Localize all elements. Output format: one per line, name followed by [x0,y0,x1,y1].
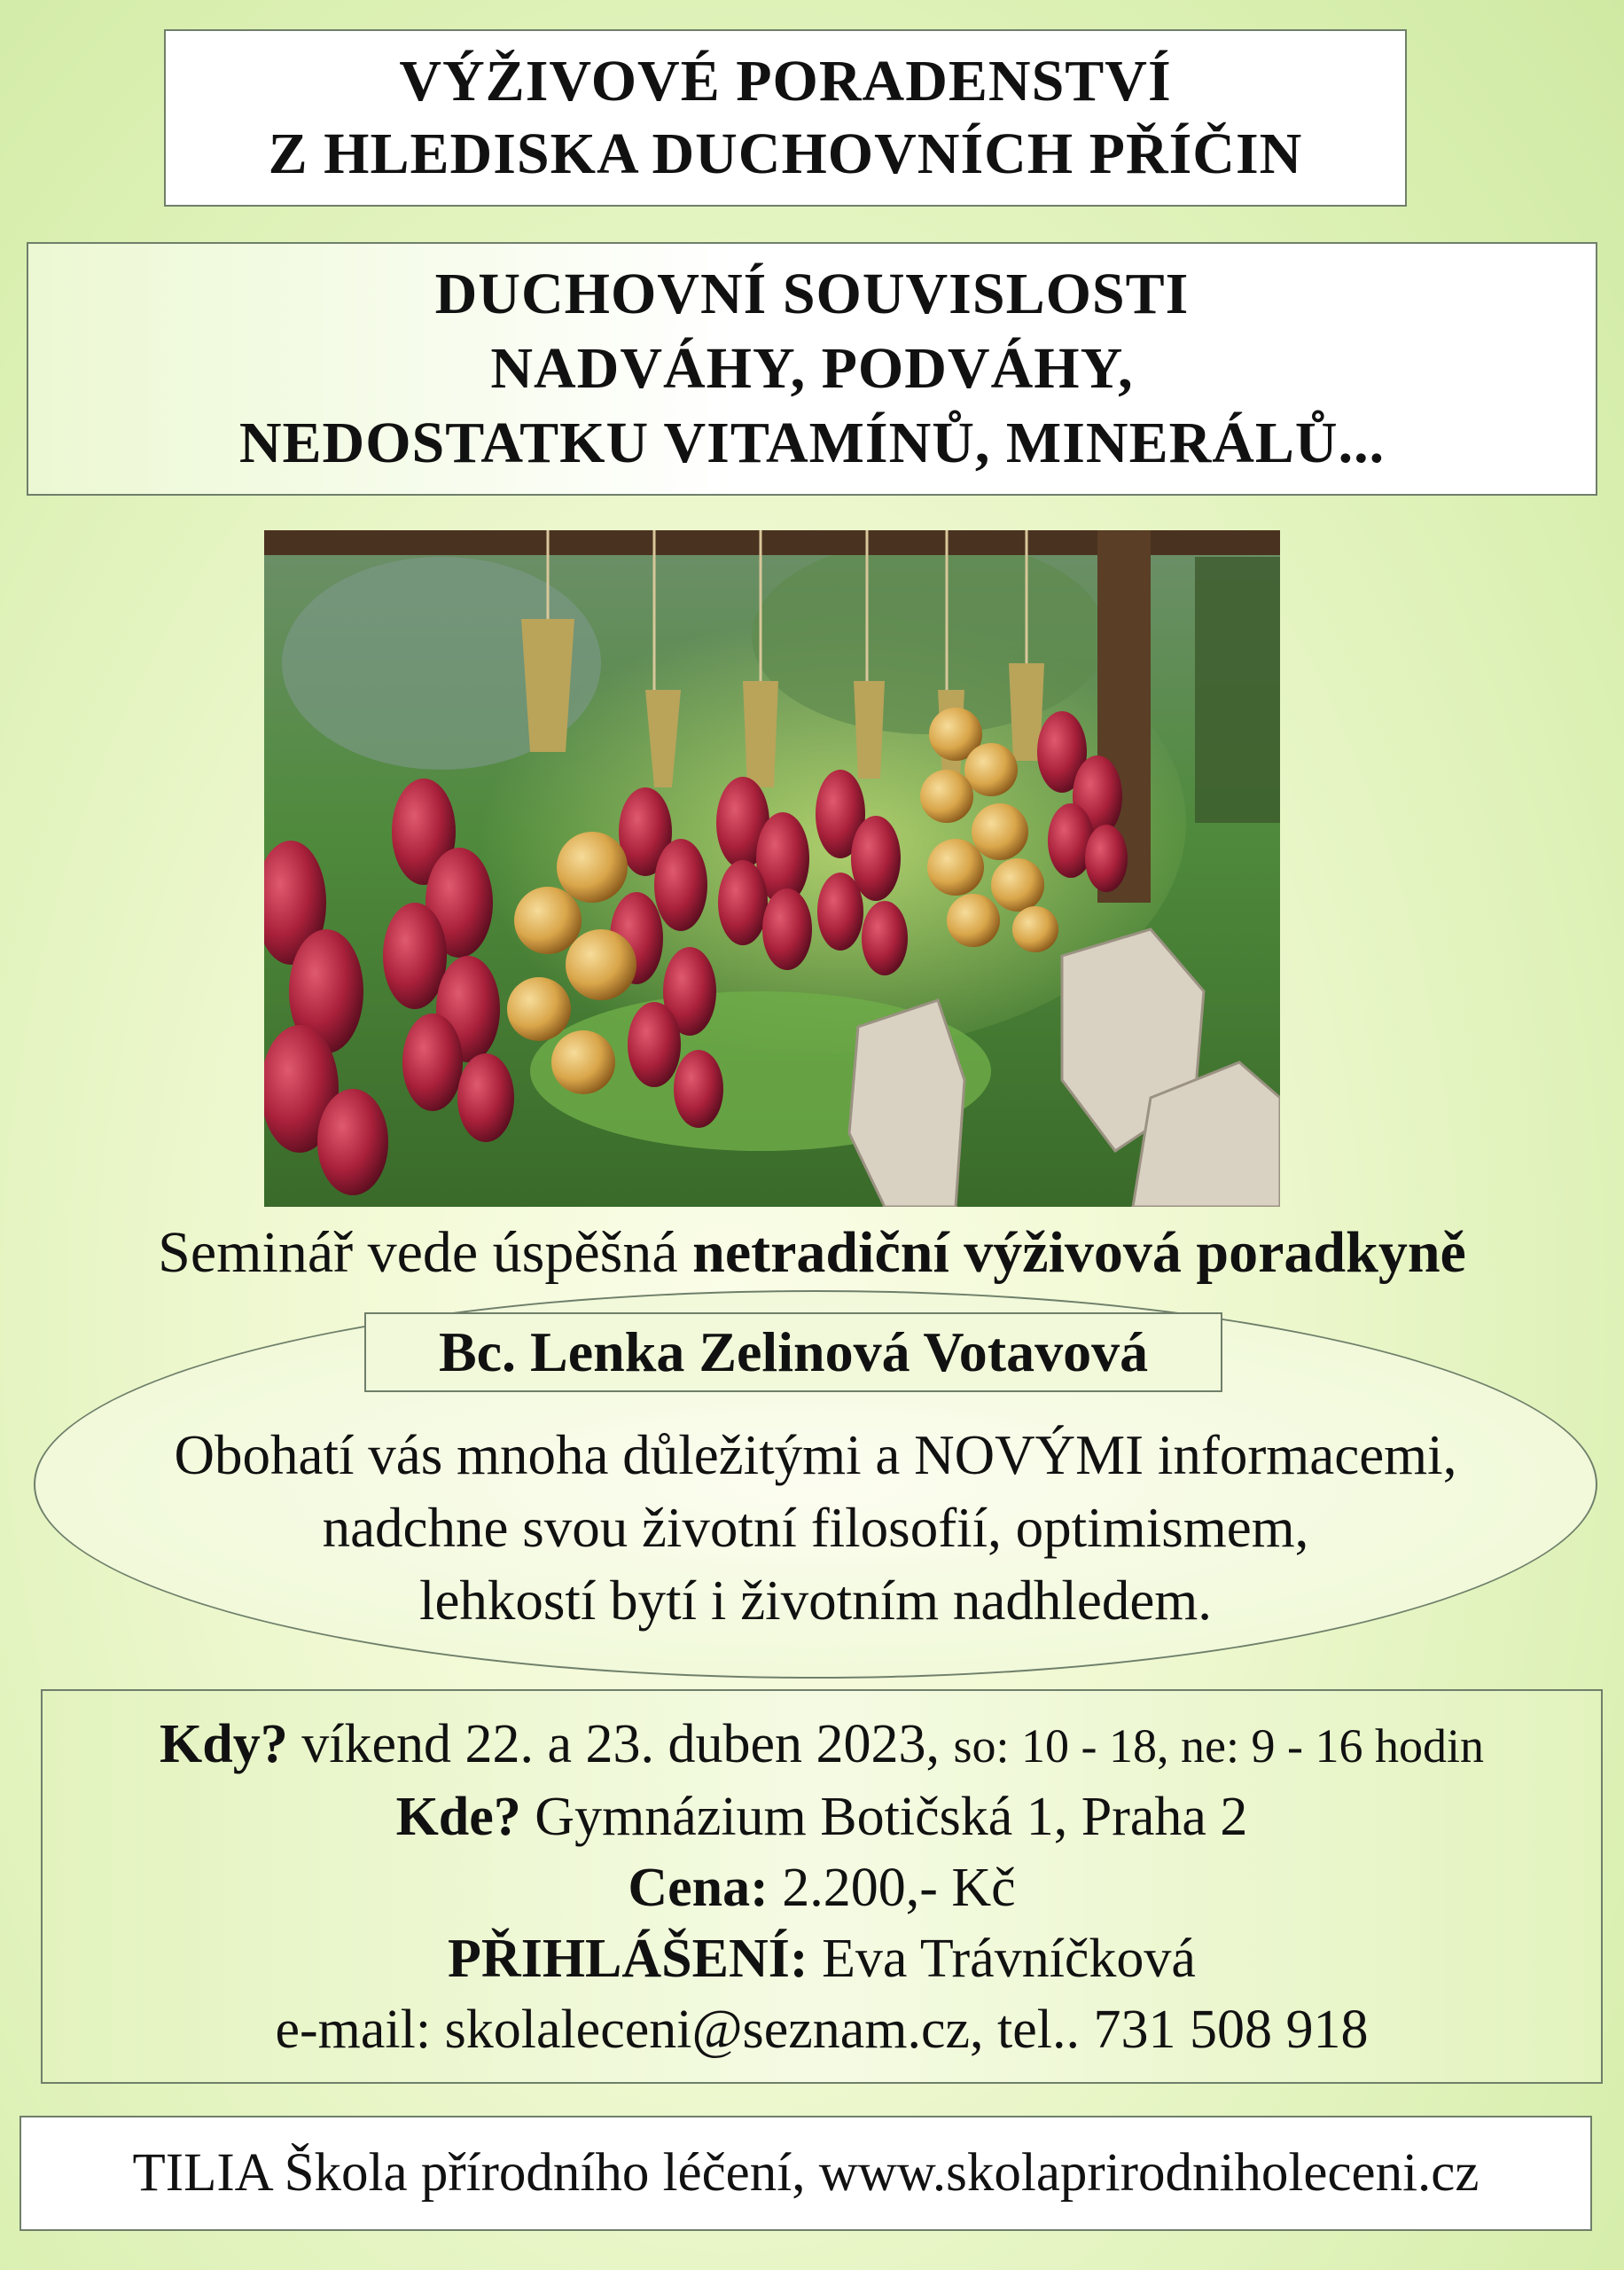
hanging-onions-photo [264,530,1280,1207]
when-value: víkend 22. a 23. duben 2023, [287,1713,954,1774]
description-text [34,1419,1597,1637]
description-line-2: nadchne svou životní filosofií, optimismem, [322,1497,1309,1559]
footer-text: TILIA Škola přírodního léčení, www.skolaprirodniholeceni.cz [132,2143,1480,2203]
subtitle-line-2: NADVÁHY, PODVÁHY, [490,336,1134,401]
lecturer-name-box [364,1312,1222,1392]
lecturer-name: Bc. Lenka Zelinová Votavová [438,1320,1149,1383]
description-line-1: Obohatí vás mnoha důležitými a NOVÝMI informacemi, [174,1424,1457,1486]
lecturer-line [0,1219,1624,1287]
when-line [160,1709,1484,1781]
subtitle-line-1: DUCHOVNÍ SOUVISLOSTI [434,262,1190,326]
signup-label: PŘIHLÁŠENÍ: [448,1928,808,1989]
price-label: Cena: [628,1857,769,1918]
subtitle-box [27,242,1597,496]
contact-line: e-mail: skolaleceni@seznam.cz, tel.. 731 508 918 [275,1999,1369,2060]
when-label: Kdy? [160,1713,288,1774]
subtitle-line-3: NEDOSTATKU VITAMÍNŮ, MINERÁLŮ... [238,411,1386,475]
price-value: 2.200,- Kč [768,1857,1016,1918]
event-details-box [41,1689,1603,2084]
title-box [164,29,1407,207]
footer-box [20,2116,1592,2231]
where-line [396,1781,1248,1852]
signup-line [448,1923,1196,1994]
lecturer-intro: Seminář vede úspěšná [158,1220,693,1285]
lecturer-role: netradiční výživová poradkyně [692,1220,1466,1285]
title-line-1: VÝŽIVOVÉ PORADENSTVÍ [399,49,1172,114]
title-line-2: Z HLEDISKA DUCHOVNÍCH PŘÍČIN [268,121,1303,186]
where-value: Gymnázium Botičská 1, Praha 2 [520,1786,1248,1847]
description-line-3: lehkostí bytí i životním nadhledem. [418,1569,1213,1632]
when-hours: so: 10 - 18, ne: 9 - 16 hodin [953,1718,1484,1773]
price-line [628,1852,1015,1923]
signup-value: Eva Trávníčková [808,1928,1196,1989]
where-label: Kde? [395,1786,521,1847]
